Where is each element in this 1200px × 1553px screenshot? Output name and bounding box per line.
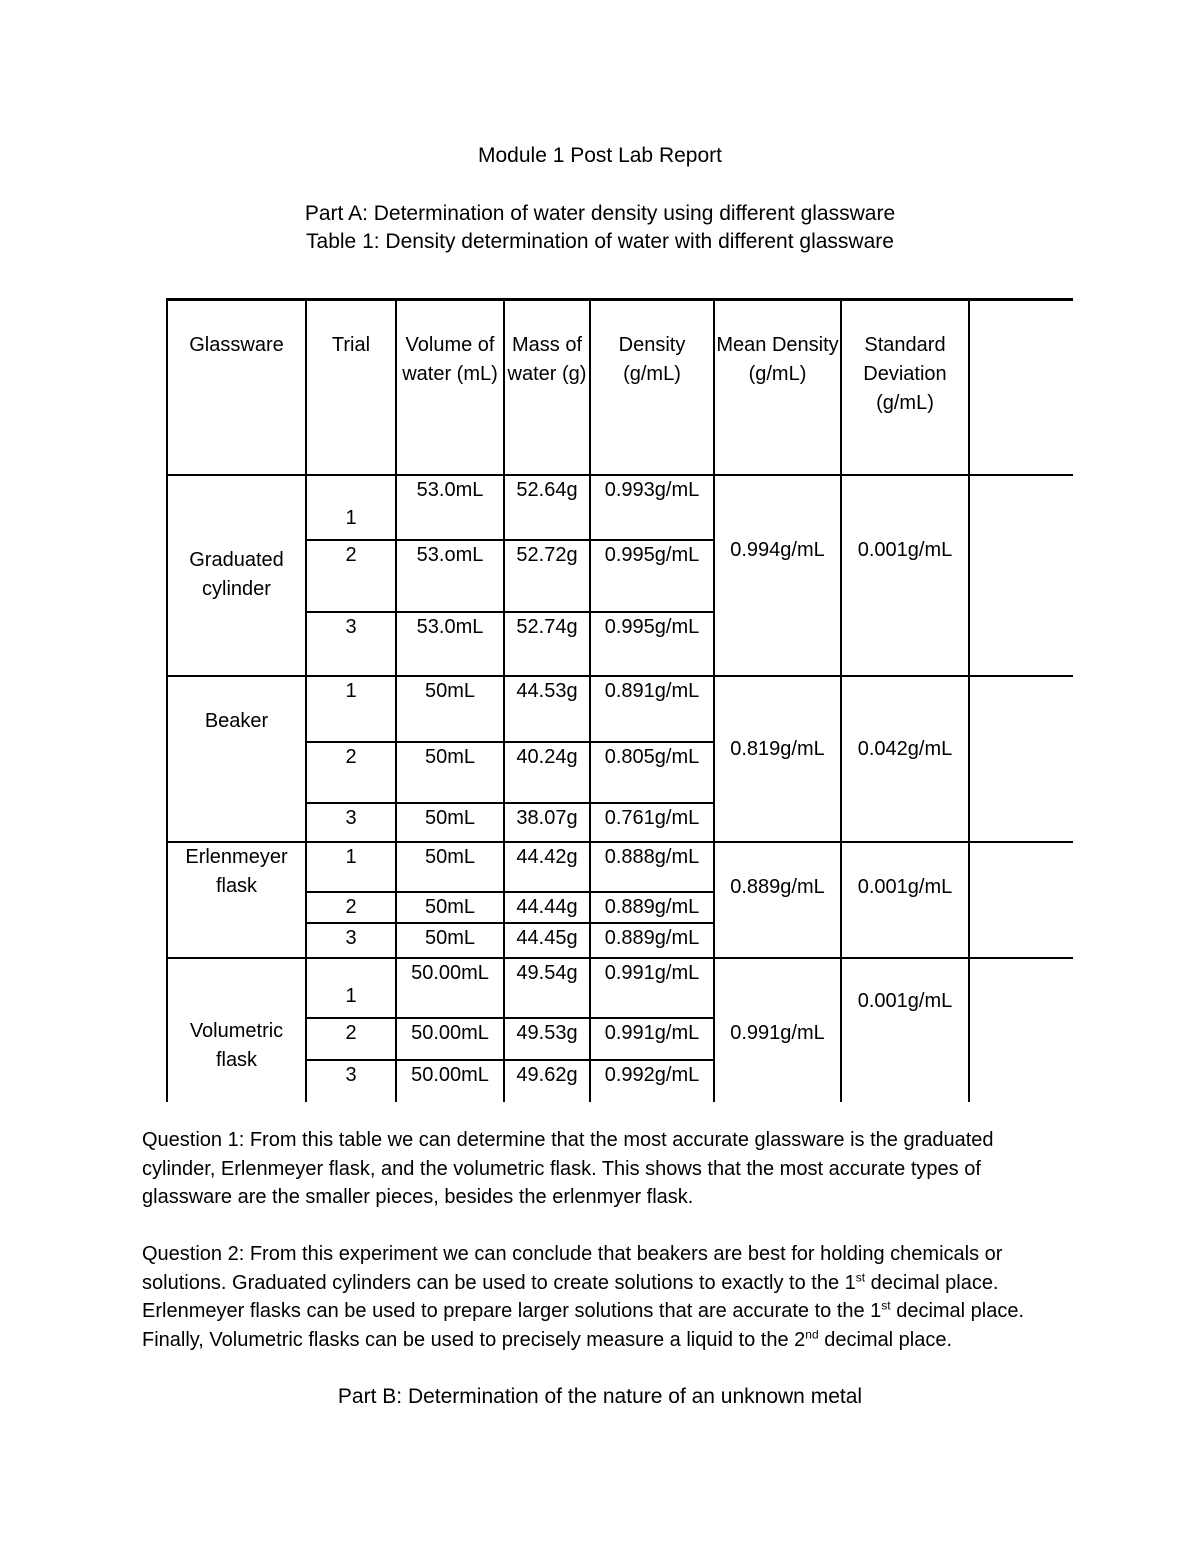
volume-cell: 53.omL	[396, 540, 504, 612]
mass-cell: 52.72g	[504, 540, 590, 612]
density-cell: 0.889g/mL	[590, 923, 714, 958]
mass-cell: 52.64g	[504, 475, 590, 540]
volume-cell: 50.00mL	[396, 1018, 504, 1060]
trial-cell: 3	[306, 612, 396, 676]
trial-cell: 3	[306, 923, 396, 958]
mass-cell: 52.74g	[504, 612, 590, 676]
trial-cell: 2	[306, 540, 396, 612]
table-header-row	[167, 300, 1073, 475]
ordinal-superscript: st	[855, 1269, 866, 1284]
density-cell: 0.995g/mL	[590, 540, 714, 612]
mass-cell: 44.42g	[504, 842, 590, 892]
glassware-cell: Erlenmeyer flask	[167, 842, 306, 958]
header-std-dev: Standard Deviation (g/mL)	[841, 300, 969, 475]
density-cell: 0.991g/mL	[590, 1018, 714, 1060]
density-cell: 0.991g/mL	[590, 958, 714, 1018]
trial-cell: 1	[306, 958, 396, 1018]
mass-cell: 40.24g	[504, 742, 590, 803]
mean-density-cell: 0.991g/mL	[714, 958, 841, 1102]
mass-cell: 44.44g	[504, 892, 590, 923]
mass-cell: 38.07g	[504, 803, 590, 842]
mean-density-cell: 0.819g/mL	[714, 676, 841, 842]
glassware-cell: Graduated cylinder	[167, 475, 306, 676]
volume-cell: 53.0mL	[396, 612, 504, 676]
empty-cell	[969, 475, 1073, 676]
mass-cell: 49.54g	[504, 958, 590, 1018]
part-b-heading: Part B: Determination of the nature of an unknown metal	[337, 1385, 863, 1408]
glassware-cell: Volumetric flask	[167, 958, 306, 1102]
density-cell: 0.761g/mL	[590, 803, 714, 842]
density-cell: 0.805g/mL	[590, 742, 714, 803]
empty-cell	[969, 958, 1073, 1102]
trial-cell: 3	[306, 1060, 396, 1102]
header-trial: Trial	[306, 300, 396, 475]
mass-cell: 44.45g	[504, 923, 590, 958]
density-cell: 0.992g/mL	[590, 1060, 714, 1102]
trial-cell: 1	[306, 475, 396, 540]
density-cell: 0.889g/mL	[590, 892, 714, 923]
ordinal-superscript: st	[881, 1298, 891, 1313]
volume-cell: 50mL	[396, 742, 504, 803]
trial-cell: 2	[306, 1018, 396, 1060]
table-row	[167, 842, 1073, 892]
mass-cell: 49.62g	[504, 1060, 590, 1102]
std-dev-cell: 0.001g/mL	[841, 475, 969, 676]
table-caption: Table 1: Density determination of water with different glassware	[306, 230, 894, 253]
trial-cell: 1	[306, 676, 396, 742]
volume-cell: 53.0mL	[396, 475, 504, 540]
question-1: Question 1: From this table we can determine that the most accurate glassware is the graduated cylinder, Erlenmeyer flask, and the volumetric flask. This shows that the most accurate types of glassware are the smaller pieces, besides the erlenmyer flask.	[142, 1129, 994, 1209]
volume-cell: 50mL	[396, 923, 504, 958]
empty-cell	[969, 842, 1073, 958]
std-dev-cell: 0.042g/mL	[841, 676, 969, 842]
density-cell: 0.995g/mL	[590, 612, 714, 676]
glassware-cell: Beaker	[167, 676, 306, 842]
header-glassware: Glassware	[167, 300, 306, 475]
table-row	[167, 958, 1073, 1018]
density-cell: 0.993g/mL	[590, 475, 714, 540]
table-row	[167, 676, 1073, 742]
part-a-heading: Part A: Determination of water density using different glassware	[304, 202, 896, 225]
volume-cell: 50mL	[396, 676, 504, 742]
trial-cell: 3	[306, 803, 396, 842]
question-2-text: Question 2: From this experiment we can conclude that beakers are best for holding chemicals or solutions. Graduated cylinders can be used to create solutions to exactly to the 1	[142, 1243, 1003, 1294]
question-2-text: decimal place.	[818, 1328, 953, 1351]
document-title: Module 1 Post Lab Report	[478, 144, 722, 167]
header-mean-density: Mean Density (g/mL)	[714, 300, 841, 475]
density-cell: 0.888g/mL	[590, 842, 714, 892]
empty-cell	[969, 676, 1073, 842]
density-table	[166, 298, 1073, 1102]
question-2-text: decimal place. Finally, Volumetric flasks can be used to precisely measure a liquid to the 2	[142, 1300, 1025, 1351]
trial-cell: 1	[306, 842, 396, 892]
header-volume: Volume of water (mL)	[396, 300, 504, 475]
table-row	[167, 475, 1073, 540]
header-density: Density (g/mL)	[590, 300, 714, 475]
ordinal-superscript: nd	[805, 1327, 819, 1342]
volume-cell: 50.00mL	[396, 1060, 504, 1102]
volume-cell: 50.00mL	[396, 958, 504, 1018]
trial-cell: 2	[306, 892, 396, 923]
header-empty	[969, 300, 1073, 475]
density-cell: 0.891g/mL	[590, 676, 714, 742]
mean-density-cell: 0.889g/mL	[714, 842, 841, 958]
std-dev-cell: 0.001g/mL	[841, 842, 969, 958]
mean-density-cell: 0.994g/mL	[714, 475, 841, 676]
mass-cell: 49.53g	[504, 1018, 590, 1060]
volume-cell: 50mL	[396, 892, 504, 923]
volume-cell: 50mL	[396, 842, 504, 892]
mass-cell: 44.53g	[504, 676, 590, 742]
volume-cell: 50mL	[396, 803, 504, 842]
question-2	[142, 1240, 1062, 1354]
trial-cell: 2	[306, 742, 396, 803]
std-dev-cell: 0.001g/mL	[841, 958, 969, 1102]
question-2-text: decimal place. Erlenmeyer flasks can be used to prepare larger solutions that are accurate to the 1	[142, 1271, 999, 1323]
header-mass: Mass of water (g)	[504, 300, 590, 475]
